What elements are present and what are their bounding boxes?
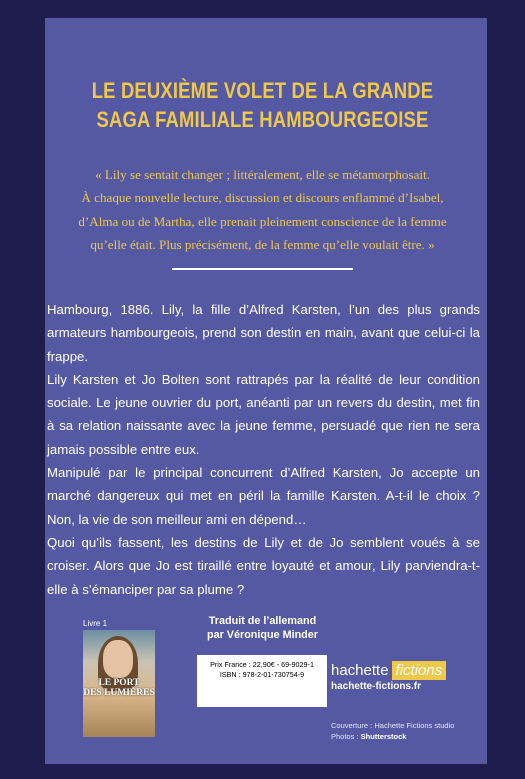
isbn-line: ISBN : 978-2-01-730754-9 — [219, 670, 305, 679]
book-number-label: Livre 1 — [83, 619, 108, 628]
photo-credit — [331, 731, 454, 742]
translation-line-2: par Véronique Minder — [207, 629, 318, 641]
publisher-name: hachette — [331, 662, 389, 679]
first-volume-cover-image — [83, 630, 155, 737]
cover-title-line-2: DES LUMIÈRES — [83, 688, 155, 698]
pull-quote — [52, 163, 473, 256]
publisher-imprint: fictions — [392, 661, 447, 680]
cover-title — [83, 678, 155, 698]
synopsis — [47, 298, 480, 601]
cover-credit: Couverture : Hachette Fictions studio — [331, 721, 455, 730]
headline-line-1: LE DEUXIÈME VOLET DE LA GRANDE — [91, 78, 434, 103]
divider — [172, 268, 353, 270]
photo-credit-label: Photos : — [331, 732, 361, 741]
price-line: Prix France : 22,90€ - 69-9029-1 — [210, 660, 314, 669]
quote-line-1: « Lily se sentait changer ; littéralement, elle se métamorphosait. — [95, 167, 430, 182]
image-credits — [331, 720, 454, 742]
photo-credit-value: Shutterstock — [360, 732, 407, 741]
cover-title-line-1: LE PORT — [98, 678, 140, 688]
price-isbn-box — [197, 655, 327, 707]
quote-line-4: qu’elle était. Plus précisément, de la femme qu’elle voulait être. » — [90, 236, 435, 252]
quote-line-3: d’Alma ou de Martha, elle prenait pleinement conscience de la femme — [78, 213, 447, 229]
publisher-logo — [331, 661, 446, 680]
publisher-website: hachette-fictions.fr — [331, 681, 422, 692]
translation-credit — [200, 614, 325, 642]
cover-face-shape — [103, 640, 133, 678]
synopsis-paragraph: Lily Karsten et Jo Bolten sont rattrapés par la réalité de leur condition sociale. Le jeune ouvrier du port, anéanti par un revers du destin, met fin à sa relation naissante avec la jeune femme, persuadé que rien ne sera jamais possible entre eux. — [47, 371, 480, 457]
synopsis-paragraph: Manipulé par le principal concurrent d’Alfred Karsten, Jo accepte un marché dangereux qui met en péril la famille Karsten. A-t-il le choix ? Non, la vie de son meilleur ami en dépend… — [47, 465, 480, 527]
synopsis-paragraph: Hambourg, 1886. Lily, la fille d’Alfred Karsten, l’un des plus grands armateurs hambourgeois, prend son destin en main, avant que celui-ci la frappe. — [47, 302, 480, 364]
headline — [47, 76, 478, 134]
translation-line-1: Traduit de l’allemand — [208, 615, 317, 627]
synopsis-paragraph: Quoi qu’ils fassent, les destins de Lily et de Jo semblent voués à se croiser. Alors que Jo est tiraillé entre loyauté et amour, Lily parviendra-t-elle à s’émanciper par sa plume ? — [47, 534, 480, 597]
headline-line-2: SAGA FAMILIALE HAMBOURGEOISE — [96, 107, 429, 132]
quote-line-2: À chaque nouvelle lecture, discussion et discours enflammé d’Isabel, — [81, 190, 444, 206]
